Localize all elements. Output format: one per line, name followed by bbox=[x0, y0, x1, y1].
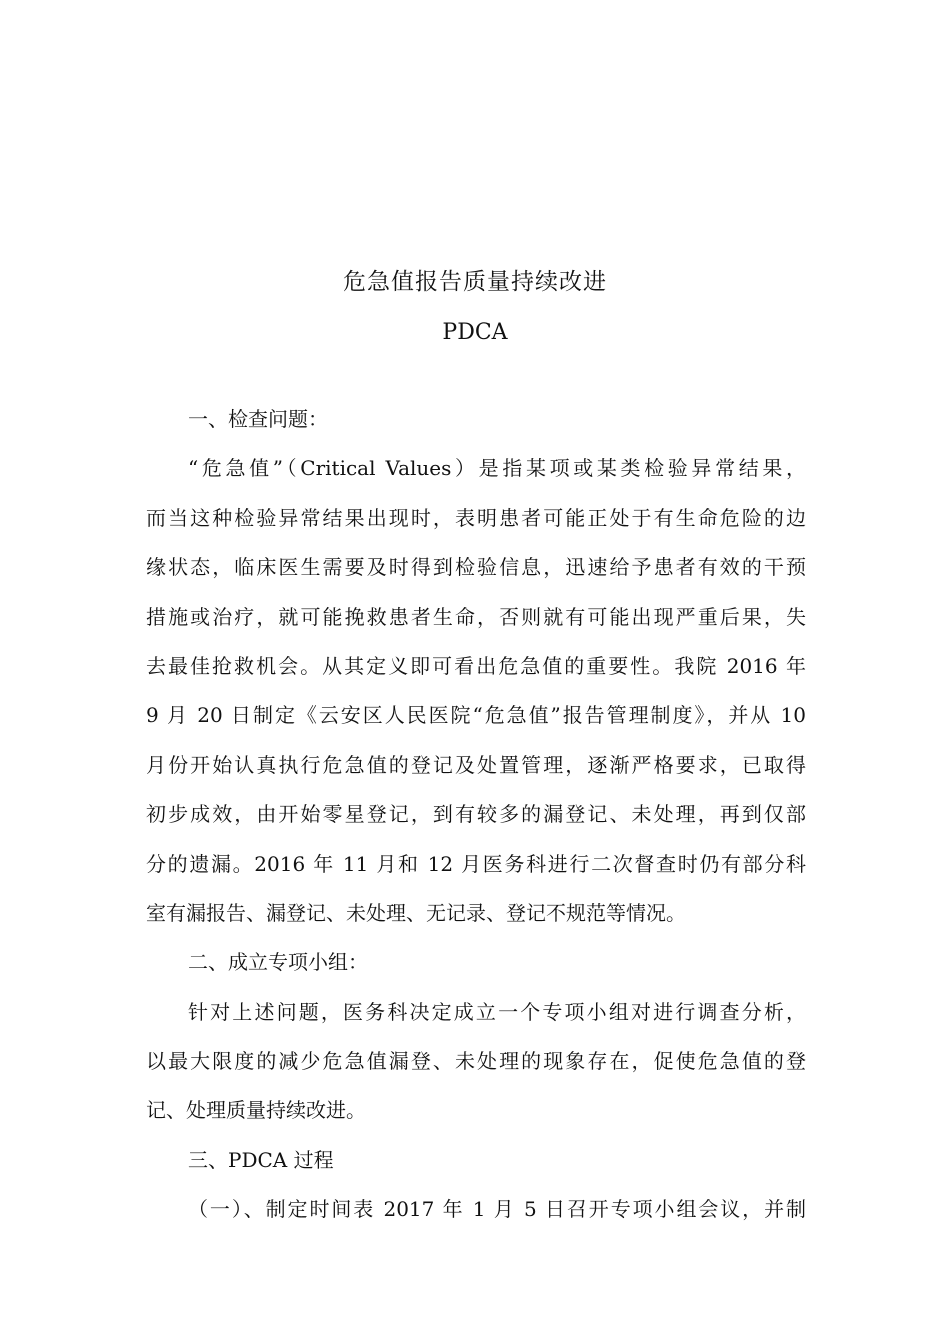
paragraph-line: 措施或治疗，就可能挽救患者生命，否则就有可能出现严重后果，失 bbox=[146, 604, 806, 629]
paragraph-line: 去最佳抢救机会。从其定义即可看出危急值的重要性。我院 2016 年 bbox=[146, 653, 806, 678]
section-heading-pdca: 三、PDCA 过程 bbox=[188, 1147, 334, 1172]
paragraph-line: 缘状态，临床医生需要及时得到检验信息，迅速给予患者有效的干预 bbox=[146, 555, 806, 580]
paragraph-line: 9 月 20 日制定《云安区人民医院“危急值”报告管理制度》，并从 10 bbox=[146, 703, 806, 728]
document-subtitle: PDCA bbox=[442, 320, 508, 345]
paragraph-line: 分的遗漏。2016 年 11 月和 12 月医务科进行二次督查时仍有部分科 bbox=[146, 851, 806, 876]
section-heading-inspection: 一、检查问题： bbox=[188, 407, 328, 431]
paragraph-line: 而当这种检验异常结果出现时，表明患者可能正处于有生命危险的边 bbox=[146, 505, 806, 530]
paragraph-line: 初步成效，由开始零星登记，到有较多的漏登记、未处理，再到仅部 bbox=[146, 802, 806, 827]
paragraph-line: “危急值”（Critical Values）是指某项或某类检验异常结果， bbox=[188, 456, 806, 481]
paragraph-line: 以最大限度的减少危急值漏登、未处理的现象存在，促使危急值的登 bbox=[146, 1049, 806, 1074]
paragraph-line: 室有漏报告、漏登记、未处理、无记录、登记不规范等情况。 bbox=[146, 900, 686, 925]
paragraph-line: （一）、制定时间表 2017 年 1 月 5 日召开专项小组会议，并制 bbox=[188, 1197, 806, 1222]
section-heading-team: 二、成立专项小组： bbox=[188, 950, 368, 975]
document-title: 危急值报告质量持续改进 bbox=[343, 269, 607, 295]
paragraph-line: 记、处理质量持续改进。 bbox=[146, 1098, 366, 1123]
paragraph-line: 月份开始认真执行危急值的登记及处置管理，逐渐严格要求，已取得 bbox=[146, 752, 806, 777]
paragraph-line: 针对上述问题，医务科决定成立一个专项小组对进行调查分析， bbox=[188, 999, 806, 1024]
document-body bbox=[146, 395, 806, 1235]
